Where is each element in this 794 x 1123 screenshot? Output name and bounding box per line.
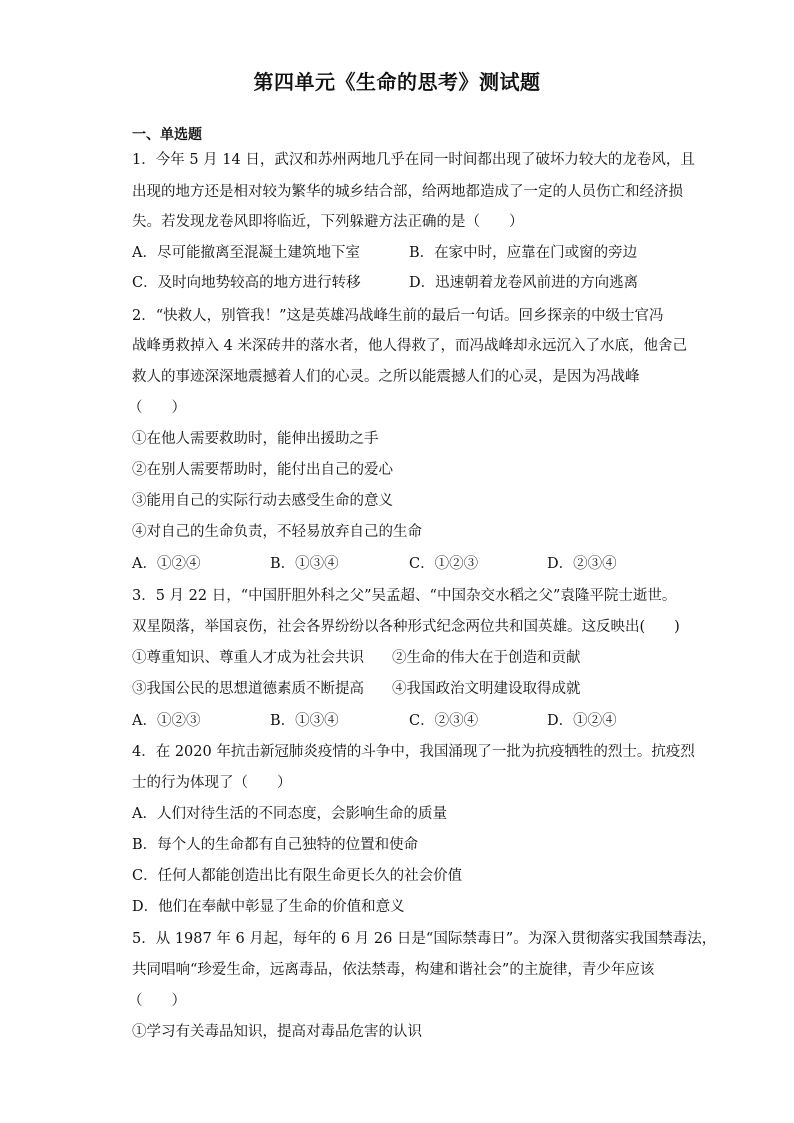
q3-option-b: B．①③④ <box>270 713 339 729</box>
page-title: 第四单元《生命的思考》测试题 <box>253 70 541 94</box>
q1-option-d: D．迅速朝着龙卷风前进的方向逃离 <box>409 275 639 291</box>
q2-option-d: D．②③④ <box>547 556 617 572</box>
q2-line-4: （ ） <box>128 400 186 416</box>
q4-option-c: C．任何人都能创造出比有限生命更长久的社会价值 <box>132 868 463 884</box>
q1-option-b: B．在家中时，应靠在门或窗的旁边 <box>409 245 638 261</box>
q5-item-1: ①学习有关毒品知识，提高对毒品危害的认识 <box>132 1024 422 1040</box>
q1-option-c: C．及时向地势较高的地方进行转移 <box>132 275 361 291</box>
q1-option-a: A．尽可能撤离至混凝土建筑地下室 <box>132 245 360 261</box>
section-heading: 一、单选题 <box>132 127 202 143</box>
q5-line-1: 5．从 1987 年 6 月起，每年的 6 月 26 日是“国际禁毒日”。为深入贯彻落实我国禁毒法， <box>132 931 717 947</box>
q1-line-3: 失。若发现龙卷风即将临近，下列躲避方法正确的是（ ） <box>132 214 524 230</box>
q3-option-d: D．①②④ <box>547 713 617 729</box>
q3-line-2: 双星陨落，举国哀伤，社会各界纷纷以各种形式纪念两位共和国英雄。这反映出( ) <box>132 619 680 635</box>
q2-line-3: 救人的事迹深深地震撼着人们的心灵。之所以能震撼人们的心灵，是因为冯战峰 <box>132 369 640 385</box>
q3-option-a: A．①②③ <box>132 713 201 729</box>
q1-line-2: 出现的地方还是相对较为繁华的城乡结合部，给两地都造成了一定的人员伤亡和经济损 <box>132 184 683 200</box>
q2-item-3: ③能用自己的实际行动去感受生命的意义 <box>132 493 393 509</box>
q1-line-1: 1．今年 5 月 14 日，武汉和苏州两地几乎在同一时间都出现了破坏力较大的龙卷风，且 <box>132 152 695 168</box>
q3-line-1: 3．5 月 22 日，“中国肝胆外科之父”吴孟超、“中国杂交水稻之父”袁隆平院士逝世。 <box>132 588 677 604</box>
q2-item-4: ④对自己的生命负责，不轻易放弃自己的生命 <box>132 524 422 540</box>
q2-option-a: A．①②④ <box>132 556 201 572</box>
q2-option-b: B．①③④ <box>270 556 339 572</box>
q4-line-1: 4．在 2020 年抗击新冠肺炎疫情的斗争中，我国涌现了一批为抗疫牺牲的烈士。抗疫烈 <box>132 744 695 760</box>
q5-line-2: 共同唱响“珍爱生命，远离毒品，依法禁毒，构建和谐社会”的主旋律，青少年应该 <box>132 962 655 978</box>
q4-option-a: A．人们对待生活的不同态度，会影响生命的质量 <box>132 806 447 822</box>
q2-line-2: 战峰勇救掉入 4 米深砖井的落水者，他人得救了，而冯战峰却永远沉入了水底，他舍己 <box>132 338 687 354</box>
q3-option-c: C．②③④ <box>409 713 479 729</box>
q2-option-c: C．①②③ <box>409 556 479 572</box>
q3-item-1: ①尊重知识、尊重人才成为社会共识 <box>132 650 364 666</box>
q2-item-2: ②在别人需要帮助时，能付出自己的爱心 <box>132 462 393 478</box>
q3-item-4: ④我国政治文明建设取得成就 <box>392 681 581 697</box>
q3-item-2: ②生命的伟大在于创造和贡献 <box>392 650 581 666</box>
q3-item-3: ③我国公民的思想道德素质不断提高 <box>132 681 364 697</box>
q4-option-d: D．他们在奉献中彰显了生命的价值和意义 <box>132 899 405 915</box>
q4-option-b: B．每个人的生命都有自己独特的位置和使命 <box>132 837 419 853</box>
q4-line-2: 士的行为体现了（ ） <box>132 775 292 791</box>
q5-line-3: （ ） <box>128 993 186 1009</box>
q2-item-1: ①在他人需要救助时，能伸出援助之手 <box>132 431 379 447</box>
q2-line-1: 2．“快救人，别管我！”这是英雄冯战峰生前的最后一句话。回乡探亲的中级士官冯 <box>132 308 664 324</box>
